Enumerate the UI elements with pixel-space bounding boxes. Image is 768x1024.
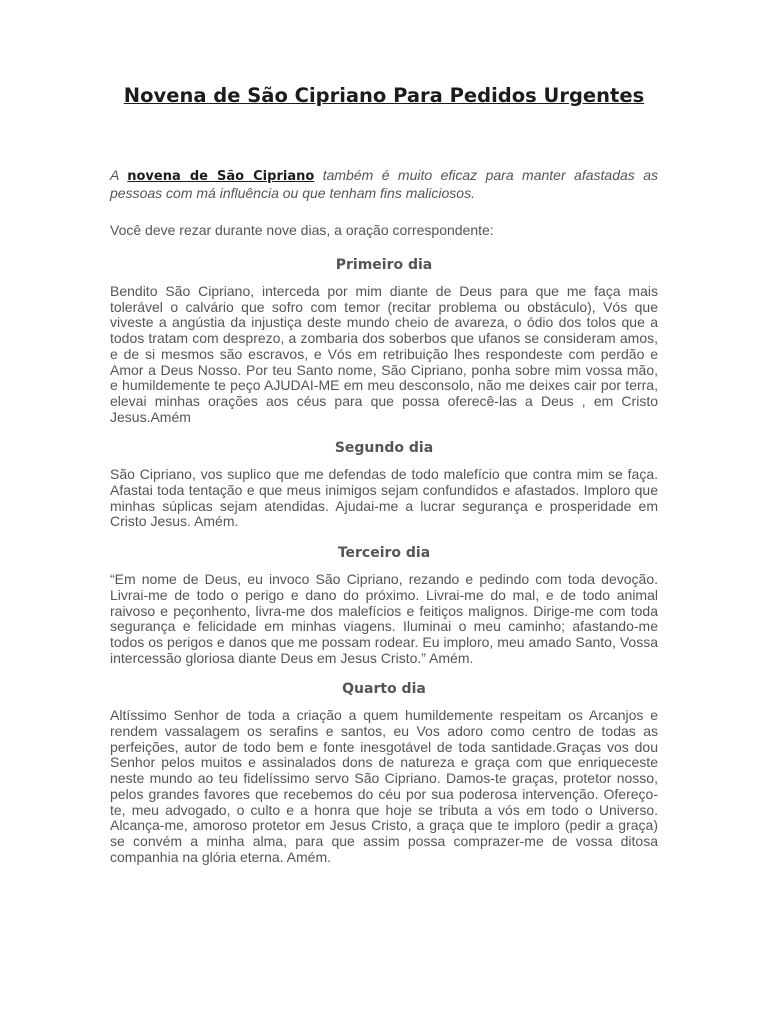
document-title: Novena de São Cipriano Para Pedidos Urgentes xyxy=(123,84,645,107)
day-heading: Primeiro dia xyxy=(335,257,433,273)
novena-link[interactable]: novena de São Cipriano xyxy=(127,169,315,184)
day-section-2 xyxy=(110,440,658,530)
intro-paragraph xyxy=(110,167,658,202)
document-page xyxy=(110,84,658,880)
day-section-4 xyxy=(110,681,658,865)
day-heading: Terceiro dia xyxy=(337,545,431,562)
day-heading: Segundo dia xyxy=(334,440,434,457)
day-prayer-text: Altíssimo Senhor de toda a criação a quem humildemente respeitam os Arcanjos e rendem vassalagem os serafins e santos, eu Vos adoro como centro de todas as perfeições, autor de todo bem e fonte inesgotável de toda santidade.Graças vos dou Senhor pelos muitos e assinalados dons de natureza e graça com que enriqueceste neste mundo ao teu fidelíssimo servo São Cipriano. Damos-te graças, protetor nosso, pelos grandes favores que recebemos do céu por sua poderosa intervenção. Ofereço-te, meu advogado, o culto e a honra que hoje se tributa a vós em todo o Universo. Alcança-me, amoroso protetor em Jesus Cristo, a graça que te imploro (pedir a graça) se convém a minha alma, para que assim possa comprazer-me de vossa ditosa companhia na glória eterna. Amém. xyxy=(110,707,658,865)
day-heading: Quarto dia xyxy=(342,681,426,698)
day-section-1 xyxy=(110,257,658,425)
day-prayer-text: “Em nome de Deus, eu invoco São Cipriano, rezando e pedindo com toda devoção. Livrai-me de todo o perigo e dano do próximo. Livrai-me do mal, e de todo animal raivoso e peçonhento, livra-me dos malefícios e feitiços malignos. Dirige-me com toda segurança e felicidade em minhas viagens. Iluminai o meu caminho; afastando-me todos os perigos e danos que me possam rodear. Eu imploro, meu amado Santo, Vossa intercessão gloriosa diante Deus em Jesus Cristo.” Amém. xyxy=(110,571,658,666)
intro-prefix: A xyxy=(110,167,128,183)
lead-paragraph: Você deve rezar durante nove dias, a oração correspondente: xyxy=(110,222,494,238)
intro-suffix: também é muito eficaz para manter afastadas as pessoas com má influência ou que tenham fins maliciosos. xyxy=(110,167,658,201)
day-prayer-text: Bendito São Cipriano, interceda por mim diante de Deus para que me faça mais tolerável o calvário que sofro com temor (recitar problema ou obstáculo), Vós que viveste a angústia da injustiça deste mundo cheio de avareza, o ódio dos tolos que a todos tratam com desprezo, a zombaria dos soberbos que ufanos se consideram amos, e de si mesmos são escravos, e Vós em retribuição lhes respondeste com perdão e Amor a Deus Nosso. Por teu Santo nome, São Cipriano, ponha sobre mim vossa mão, e humildemente te peço AJUDAI-ME em meu desconsolo, não me deixes cair por terra, elevai minhas orações aos céus para que possa oferecê-las a Deus , em Cristo Jesus.Amém xyxy=(110,283,658,425)
day-prayer-text: São Cipriano, vos suplico que me defendas de todo malefício que contra mim se faça. Afastai toda tentação e que meus inimigos sejam confundidos e afastados. Imploro que minhas súplicas sejam atendidas. Ajudai-me a lucrar segurança e prosperidade em Cristo Jesus. Amém. xyxy=(110,466,658,530)
day-section-3 xyxy=(110,545,658,666)
